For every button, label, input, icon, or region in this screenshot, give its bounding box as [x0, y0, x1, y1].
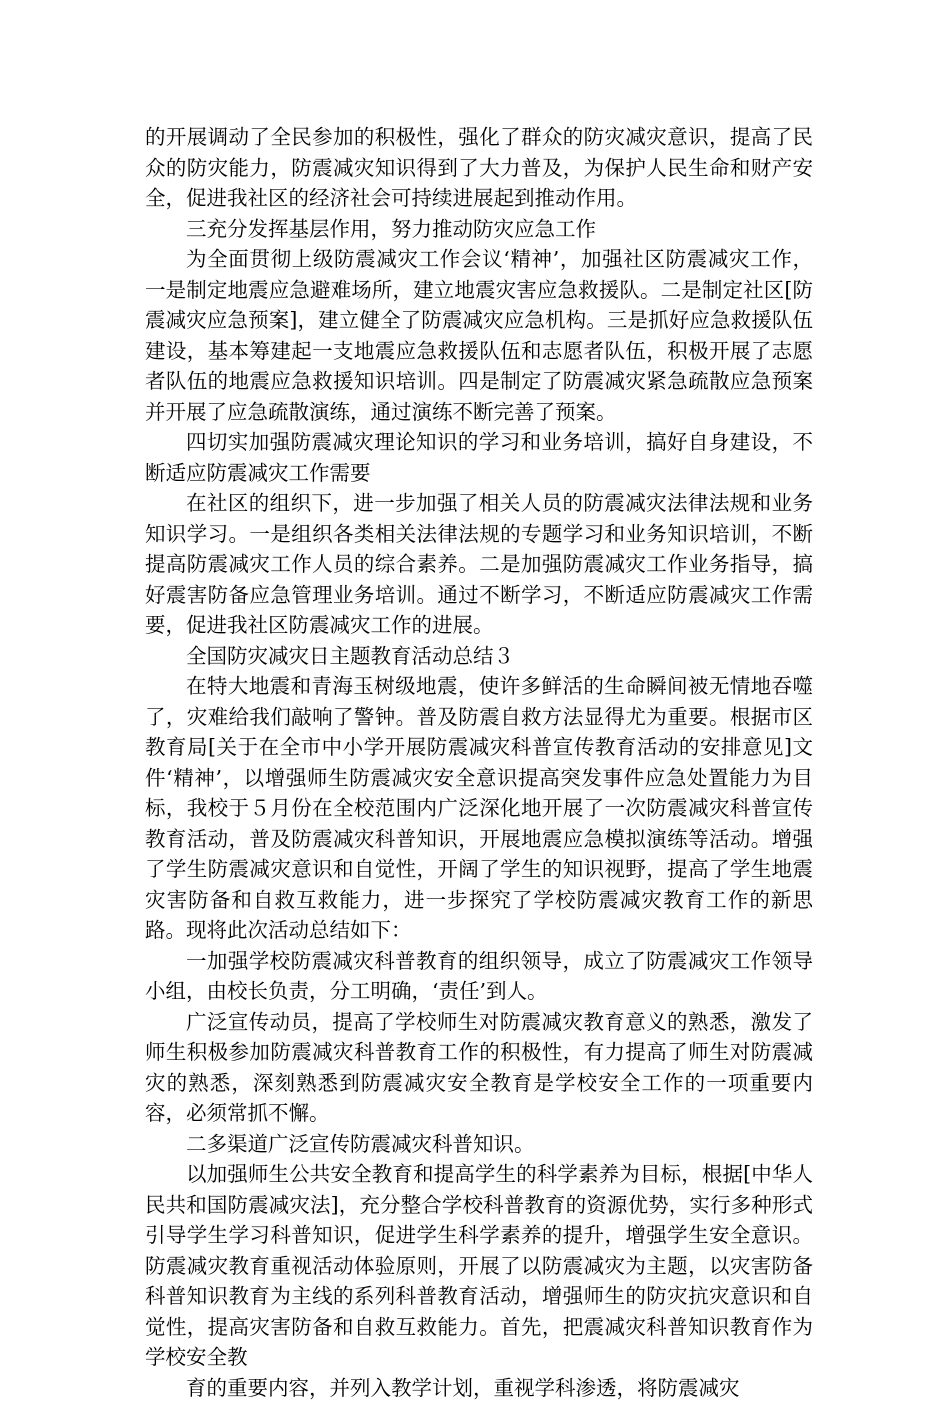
- paragraph: 育的重要内容，并列入教学计划，重视学科渗透，将防震减灾: [145, 1373, 813, 1403]
- paragraph: 广泛宣传动员，提高了学校师生对防震减灾教育意义的熟悉，激发了师生积极参加防震减灾科普教育工作的积极性，有力提高了师生对防震减灾的熟悉，深刻熟悉到防震减灾安全教育是学校安全工作的一项重要内容，必须常抓不懈。: [145, 1007, 813, 1129]
- document-body: [145, 122, 813, 1403]
- section-heading-3: 三充分发挥基层作用，努力推动防灾应急工作: [145, 214, 813, 245]
- paragraph: 以加强师生公共安全教育和提高学生的科学素养为目标，根据[中华人民共和国防震减灾法]，充分整合学校科普教育的资源优势，实行多种形式引导学生学习科普知识，促进学生科学素养的提升，增强学生安全意识。防震减灾教育重视活动体验原则，开展了以防震减灾为主题，以灾害防备科普知识教育为主线的系列科普教育活动，增强师生的防灾抗灾意识和自觉性，提高灾害防备和自救互救能力。首先，把震减灾科普知识教育作为学校安全教: [145, 1159, 813, 1373]
- paragraph: 在特大地震和青海玉树级地震，使许多鲜活的生命瞬间被无情地吞噬了，灾难给我们敲响了警钟。普及防震自救方法显得尤为重要。根据市区教育局[关于在全市中小学开展防震减灾科普宣传教育活动的安排意见]文件‘精神’，以增强师生防震减灾安全意识提高突发事件应急处置能力为目标，我校于５月份在全校范围内广泛深化地开展了一次防震减灾科普宣传教育活动，普及防震减灾科普知识，开展地震应急模拟演练等活动。增强了学生防震减灾意识和自觉性，开阔了学生的知识视野，提高了学生地震灾害防备和自救互救能力，进一步探究了学校防震减灾教育工作的新思路。现将此次活动总结如下：: [145, 671, 813, 946]
- article-title: 全国防灾减灾日主题教育活动总结３: [145, 641, 813, 672]
- paragraph: 在社区的组织下，进一步加强了相关人员的防震减灾法律法规和业务知识学习。一是组织各类相关法律法规的专题学习和业务知识培训，不断提高防震减灾工作人员的综合素养。二是加强防震减灾工作业务指导，搞好震害防备应急管理业务培训。通过不断学习，不断适应防震减灾工作需要，促进我社区防震减灾工作的进展。: [145, 488, 813, 641]
- section-heading-4: 四切实加强防震减灾理论知识的学习和业务培训，搞好自身建设，不断适应防震减灾工作需要: [145, 427, 813, 488]
- section-heading-1: 一加强学校防震减灾科普教育的组织领导，成立了防震减灾工作领导小组，由校长负责，分工明确，‘责任’到人。: [145, 946, 813, 1007]
- paragraph-continuation: 的开展调动了全民参加的积极性，强化了群众的防灾减灾意识，提高了民众的防灾能力，防震减灾知识得到了大力普及，为保护人民生命和财产安全，促进我社区的经济社会可持续进展起到推动作用。: [145, 122, 813, 214]
- paragraph: 为全面贯彻上级防震减灾工作会议‘精神’，加强社区防震减灾工作，一是制定地震应急避难场所，建立地震灾害应急救援队。二是制定社区[防震减灾应急预案]，建立健全了防震减灾应急机构。三是抓好应急救援队伍建设，基本筹建起一支地震应急救援队伍和志愿者队伍，积极开展了志愿者队伍的地震应急救援知识培训。四是制定了防震减灾紧急疏散应急预案并开展了应急疏散演练，通过演练不断完善了预案。: [145, 244, 813, 427]
- section-heading-2: 二多渠道广泛宣传防震减灾科普知识。: [145, 1129, 813, 1160]
